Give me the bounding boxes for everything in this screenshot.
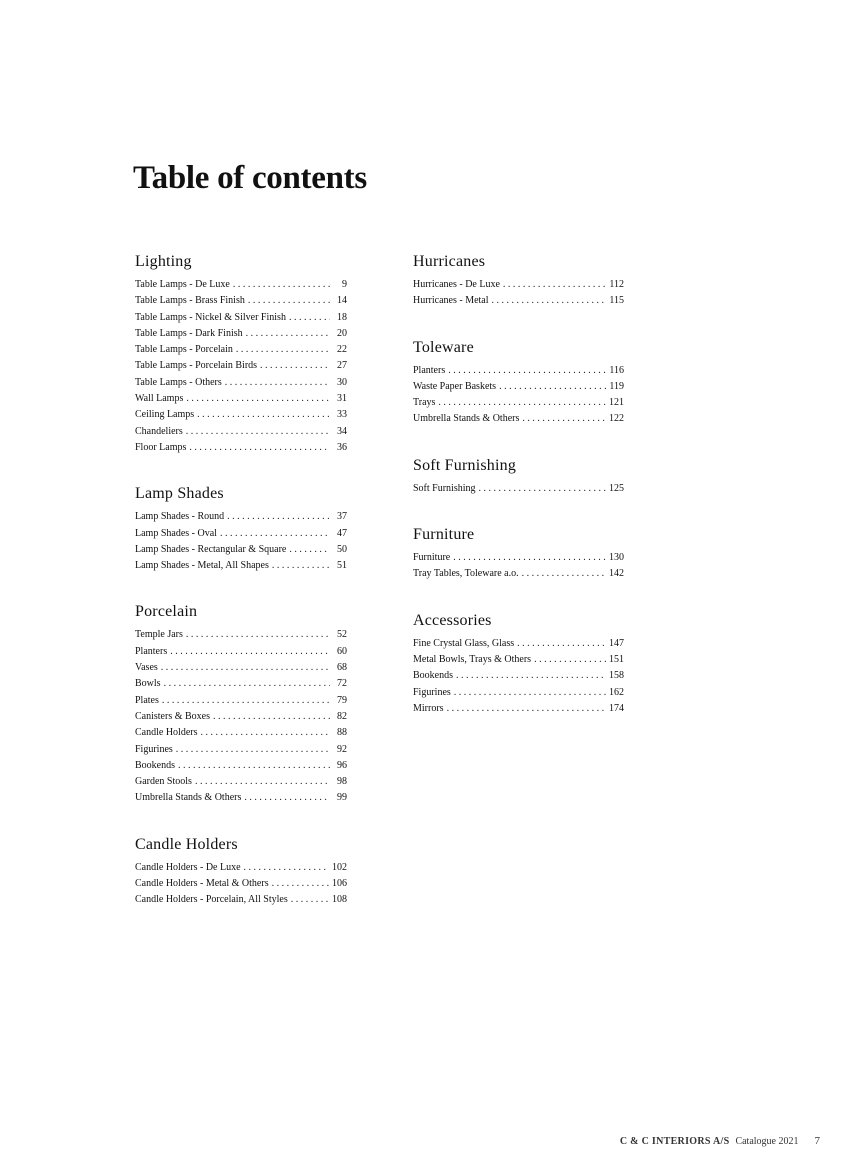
toc-entry[interactable] (135, 424, 347, 440)
dot-leader (233, 277, 330, 293)
toc-entry-title: Figurines (413, 686, 451, 698)
toc-section (413, 252, 624, 310)
toc-entry-title: Umbrella Stands & Others (413, 413, 520, 425)
toc-entry-page: 27 (337, 360, 347, 372)
toc-entry-title: Table Lamps - Others (135, 376, 222, 388)
toc-entry[interactable] (413, 277, 624, 293)
toc-left-column (135, 252, 347, 909)
toc-entry-page: 22 (337, 344, 347, 356)
toc-entry[interactable] (413, 481, 624, 497)
dot-leader (499, 379, 606, 395)
toc-entry-page: 14 (337, 295, 347, 307)
toc-entry-page: 36 (337, 441, 347, 453)
toc-entry-title: Planters (413, 364, 446, 376)
toc-entry-title: Bookends (413, 670, 453, 682)
dot-leader (260, 358, 330, 374)
toc-entry-page: 37 (337, 511, 347, 523)
toc-entry[interactable] (413, 411, 624, 427)
toc-entry-title: Bookends (135, 759, 175, 771)
toc-entry[interactable] (135, 526, 347, 542)
toc-entry-page: 20 (337, 327, 347, 339)
toc-entry-list (135, 860, 347, 909)
dot-leader (492, 293, 607, 309)
toc-entry-title: Candle Holders - Metal & Others (135, 878, 269, 890)
toc-entry-page: 96 (337, 759, 347, 771)
toc-entry[interactable] (135, 876, 347, 892)
dot-leader (220, 526, 330, 542)
toc-entry[interactable] (413, 652, 624, 668)
toc-entry[interactable] (135, 709, 347, 725)
toc-entry-title: Table Lamps - Brass Finish (135, 295, 245, 307)
section-heading: Lighting (135, 253, 192, 270)
toc-entry-page: 50 (337, 543, 347, 555)
toc-entry-page: 106 (332, 878, 347, 890)
dot-leader (454, 685, 606, 701)
section-heading: Porcelain (135, 603, 198, 621)
toc-entry-list (413, 636, 624, 717)
toc-entry-title: Tray Tables, Toleware a.o. (413, 568, 519, 580)
dot-leader (186, 391, 330, 407)
toc-entry-page: 122 (609, 413, 624, 425)
toc-entry-title: Candle Holders - De Luxe (135, 861, 241, 873)
toc-entry[interactable] (135, 644, 347, 660)
toc-entry-title: Wall Lamps (135, 393, 184, 405)
toc-entry-page: 102 (332, 861, 347, 873)
toc-entry-page: 115 (609, 295, 624, 307)
toc-entry-page: 60 (337, 645, 347, 657)
dot-leader (448, 363, 606, 379)
toc-entry-title: Umbrella Stands & Others (135, 792, 242, 804)
dot-leader (227, 509, 330, 525)
toc-entry-title: Hurricanes - Metal (413, 295, 489, 307)
dot-leader (522, 411, 606, 427)
toc-entry[interactable] (413, 685, 624, 701)
dot-leader (236, 342, 330, 358)
dot-leader (456, 668, 606, 684)
toc-entry[interactable] (135, 440, 347, 456)
toc-entry-list (135, 627, 347, 806)
dot-leader (197, 407, 330, 423)
section-heading: Toleware (413, 338, 474, 356)
dot-leader (244, 790, 330, 806)
dot-leader (522, 566, 606, 582)
toc-entry-title: Trays (413, 397, 436, 409)
toc-entry-page: 92 (337, 743, 347, 755)
toc-entry-title: Mirrors (413, 702, 444, 714)
toc-entry[interactable] (135, 293, 347, 309)
dot-leader (272, 558, 330, 574)
toc-entry[interactable] (135, 892, 347, 908)
toc-entry[interactable] (413, 668, 624, 684)
toc-entry-page: 33 (337, 409, 347, 421)
toc-entry-title: Lamp Shades - Metal, All Shapes (135, 560, 269, 572)
footer-page-number: 7 (814, 1135, 820, 1147)
toc-entry[interactable] (135, 342, 347, 358)
toc-entry-page: 119 (609, 380, 624, 392)
toc-entry[interactable] (135, 774, 347, 790)
toc-entry[interactable] (135, 542, 347, 558)
toc-entry-title: Waste Paper Baskets (413, 380, 497, 392)
dot-leader (170, 644, 330, 660)
dot-leader (479, 481, 606, 497)
section-heading: Candle Holders (135, 835, 238, 853)
toc-entry-page: 98 (337, 776, 347, 788)
toc-section (413, 611, 624, 717)
toc-entry-title: Planters (135, 645, 168, 657)
dot-leader (178, 758, 330, 774)
toc-entry-page: 34 (337, 425, 347, 437)
toc-entry-title: Canisters & Boxes (135, 710, 210, 722)
toc-entry[interactable] (413, 293, 624, 309)
toc-entry-title: Fine Crystal Glass, Glass (413, 637, 515, 649)
toc-section (135, 602, 347, 806)
toc-entry-page: 18 (337, 311, 347, 323)
toc-entry[interactable] (135, 725, 347, 741)
dot-leader (291, 892, 329, 908)
section-heading: Accessories (413, 611, 492, 629)
dot-leader (246, 326, 330, 342)
toc-entry[interactable] (135, 375, 347, 391)
toc-entry-title: Candle Holders (135, 727, 198, 739)
toc-entry-title: Temple Jars (135, 629, 183, 641)
toc-entry-title: Table Lamps - Porcelain (135, 344, 233, 356)
toc-entry[interactable] (135, 310, 347, 326)
toc-entry-title: Table Lamps - Nickel & Silver Finish (135, 311, 286, 323)
toc-entry-title: Ceiling Lamps (135, 409, 195, 421)
toc-entry-page: 174 (609, 702, 624, 714)
toc-entry-list (413, 481, 624, 497)
toc-entry[interactable] (135, 326, 347, 342)
dot-leader (186, 424, 330, 440)
toc-entry[interactable] (413, 701, 624, 717)
toc-entry-page: 108 (332, 894, 347, 906)
section-heading: Hurricanes (413, 253, 486, 270)
toc-entry-title: Hurricanes - De Luxe (413, 279, 500, 290)
dot-leader (176, 742, 330, 758)
toc-entry-page: 79 (337, 694, 347, 706)
toc-entry[interactable] (413, 395, 624, 411)
page-footer (620, 1135, 820, 1147)
toc-entry-page: 125 (609, 482, 624, 494)
toc-entry-page: 142 (609, 568, 624, 580)
toc-entry-page: 51 (337, 560, 347, 572)
toc-entry-title: Lamp Shades - Oval (135, 527, 217, 539)
toc-entry-title: Vases (135, 662, 158, 674)
dot-leader (534, 652, 606, 668)
toc-entry-page: 147 (609, 637, 624, 649)
toc-entry[interactable] (413, 379, 624, 395)
toc-entry-list (135, 509, 347, 574)
toc-entry-page: 30 (337, 376, 347, 388)
toc-entry-page: 72 (337, 678, 347, 690)
section-heading: Furniture (413, 526, 475, 544)
toc-entry[interactable] (135, 391, 347, 407)
toc-entry-page: 121 (609, 397, 624, 409)
toc-entry[interactable] (135, 509, 347, 525)
toc-entry-list (413, 363, 624, 428)
dot-leader (244, 860, 329, 876)
toc-section (135, 252, 347, 456)
toc-entry-title: Plates (135, 694, 159, 706)
toc-entry[interactable] (135, 277, 347, 293)
dot-leader (201, 725, 331, 741)
toc-entry[interactable] (135, 742, 347, 758)
dot-leader (289, 310, 330, 326)
toc-entry-page: 82 (337, 710, 347, 722)
toc-entry[interactable] (135, 860, 347, 876)
dot-leader (453, 550, 606, 566)
dot-leader (162, 693, 330, 709)
dot-leader (186, 627, 330, 643)
dot-leader (289, 542, 330, 558)
toc-entry[interactable] (135, 627, 347, 643)
toc-entry-title: Candle Holders - Porcelain, All Styles (135, 894, 288, 906)
toc-entry-title: Lamp Shades - Rectangular & Square (135, 543, 287, 555)
footer-catalogue: Catalogue 2021 (735, 1136, 799, 1147)
toc-entry[interactable] (135, 676, 347, 692)
dot-leader (248, 293, 330, 309)
toc-entry[interactable] (413, 363, 624, 379)
section-heading: Soft Furnishing (413, 456, 517, 474)
toc-entry-title: Lamp Shades - Round (135, 511, 225, 523)
toc-entry-page: 47 (337, 527, 347, 539)
toc-entry-page: 158 (609, 670, 624, 682)
toc-entry-page: 162 (609, 686, 624, 698)
toc-entry[interactable] (135, 790, 347, 806)
toc-entry-page: 151 (609, 653, 624, 665)
toc-section (413, 456, 624, 497)
toc-entry-title: Furniture (413, 552, 451, 564)
toc-entry[interactable] (135, 660, 347, 676)
toc-entry[interactable] (135, 558, 347, 574)
toc-entry-title: Chandeliers (135, 425, 183, 437)
dot-leader (225, 375, 330, 391)
toc-entry-page: 99 (337, 792, 347, 804)
toc-entry-page: 31 (337, 393, 347, 405)
toc-entry-title: Bowls (135, 678, 161, 690)
toc-entry[interactable] (135, 758, 347, 774)
page-title: Table of contents (133, 160, 367, 196)
toc-entry[interactable] (135, 358, 347, 374)
dot-leader (438, 395, 606, 411)
toc-entry-title: Garden Stools (135, 776, 192, 788)
toc-section (413, 525, 624, 583)
dot-leader (517, 636, 606, 652)
toc-entry-page: 116 (609, 364, 624, 376)
dot-leader (272, 876, 329, 892)
dot-leader (189, 440, 330, 456)
toc-entry[interactable] (135, 407, 347, 423)
toc-right-column (413, 252, 624, 717)
dot-leader (195, 774, 330, 790)
section-heading: Lamp Shades (135, 485, 224, 503)
toc-section (413, 338, 624, 428)
toc-entry-title: Table Lamps - Porcelain Birds (135, 360, 258, 372)
toc-entry[interactable] (413, 550, 624, 566)
toc-entry-title: Table Lamps - Dark Finish (135, 327, 243, 339)
toc-section (135, 835, 347, 909)
dot-leader (164, 676, 330, 692)
toc-entry-title: Floor Lamps (135, 441, 187, 453)
footer-brand: C & C INTERIORS A/S (619, 1136, 730, 1147)
toc-entry-title: Metal Bowls, Trays & Others (413, 653, 532, 665)
toc-section (135, 484, 347, 574)
toc-entry-page: 52 (337, 629, 347, 641)
toc-entry[interactable] (413, 636, 624, 652)
toc-entry[interactable] (413, 566, 624, 582)
toc-entry-title: Table Lamps - De Luxe (135, 279, 230, 290)
toc-entry-page: 88 (337, 727, 347, 739)
toc-entry-title: Figurines (135, 743, 173, 755)
toc-entry-list (413, 550, 624, 583)
toc-entry-title: Soft Furnishing (413, 482, 476, 494)
toc-entry-list (413, 277, 624, 310)
toc-entry-list (135, 277, 347, 456)
dot-leader (161, 660, 330, 676)
dot-leader (447, 701, 606, 717)
toc-entry-page: 68 (337, 662, 347, 674)
toc-entry[interactable] (135, 693, 347, 709)
toc-entry-page: 9 (342, 279, 347, 290)
dot-leader (503, 277, 606, 293)
dot-leader (213, 709, 330, 725)
toc-entry-page: 130 (609, 552, 624, 564)
toc-entry-page: 112 (609, 279, 624, 290)
